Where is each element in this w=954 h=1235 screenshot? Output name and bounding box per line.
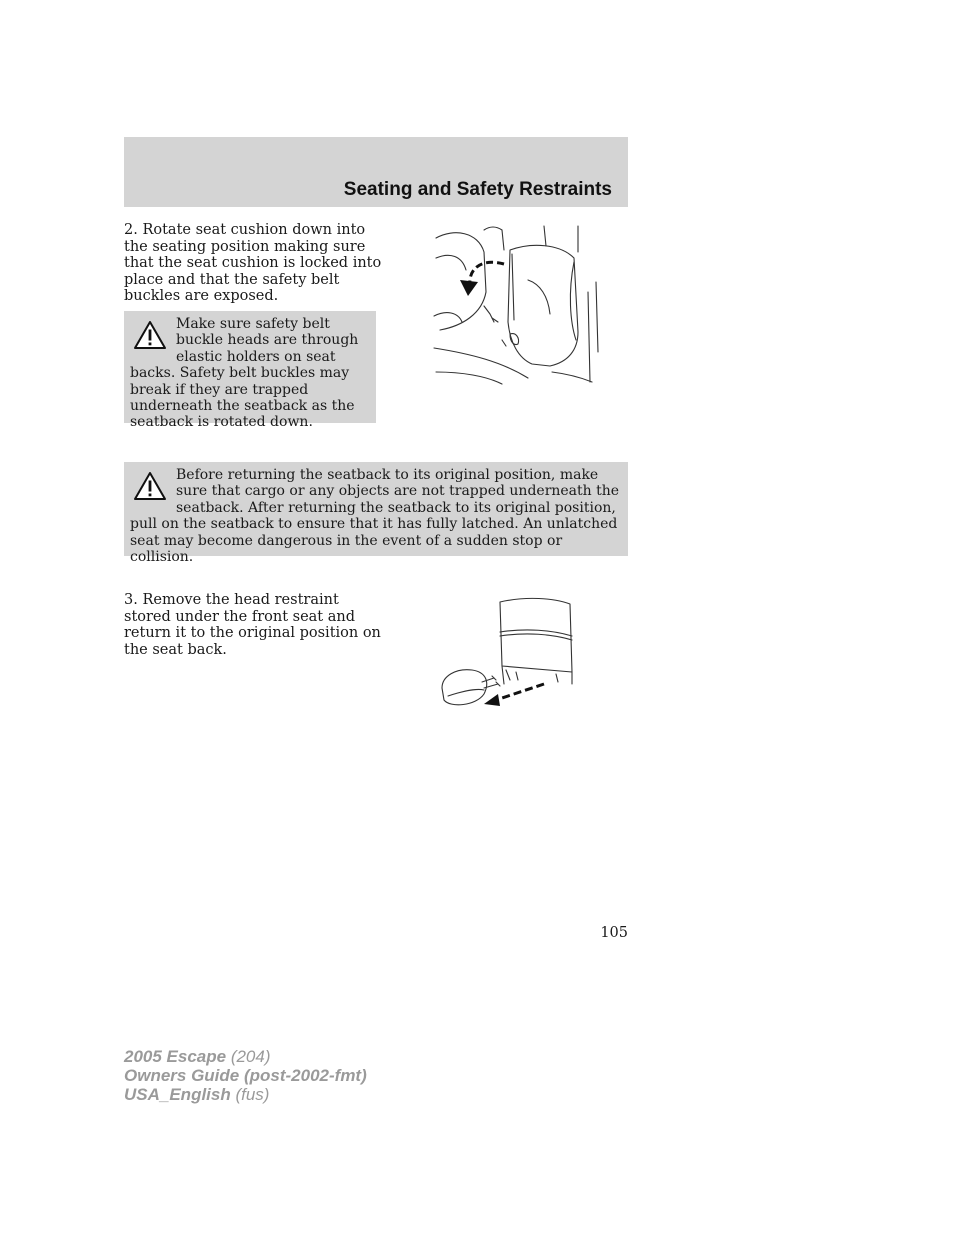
seat-cushion-rotation-illustration — [432, 222, 600, 390]
warning-triangle-icon — [133, 471, 167, 501]
head-restraint-removal-illustration — [436, 592, 580, 712]
warning-box-buckles — [124, 311, 376, 431]
warning-triangle-icon — [133, 320, 167, 350]
step-2-text: 2. Rotate seat cushion down into the seating position making sure that the seat cushion is locked into place and that the safety belt buckles are exposed. — [124, 222, 382, 304]
step-3-text: 3. Remove the head restraint stored under the front seat and return it to the original position on the seat back. — [124, 592, 381, 658]
footer-line-3: USA_English (fus) — [124, 1085, 270, 1104]
section-header — [124, 137, 628, 207]
section-title: Seating and Safety Restraints — [343, 179, 612, 200]
warning-text-cargo: Before returning the seatback to its original position, make sure that cargo or any objects are not trapped underneath the seatback. After returning the seatback to its original position, pull on the seatback to ensure that it has fully latched. An unlatched seat may become dangerous in the event of a sudden stop or collision. — [130, 467, 620, 566]
warning-text-buckles: Make sure safety belt buckle heads are through elastic holders on seat backs. Safety belt buckles may break if they are trapped underneath the seatback as the seatback is rotated down. — [130, 316, 359, 431]
page-number: 105 — [600, 925, 628, 941]
warning-box-cargo — [124, 462, 628, 566]
footer-line-1: 2005 Escape (204) — [124, 1047, 271, 1066]
document-footer — [124, 1047, 367, 1104]
footer-line-2: Owners Guide (post-2002-fmt) — [124, 1066, 367, 1085]
